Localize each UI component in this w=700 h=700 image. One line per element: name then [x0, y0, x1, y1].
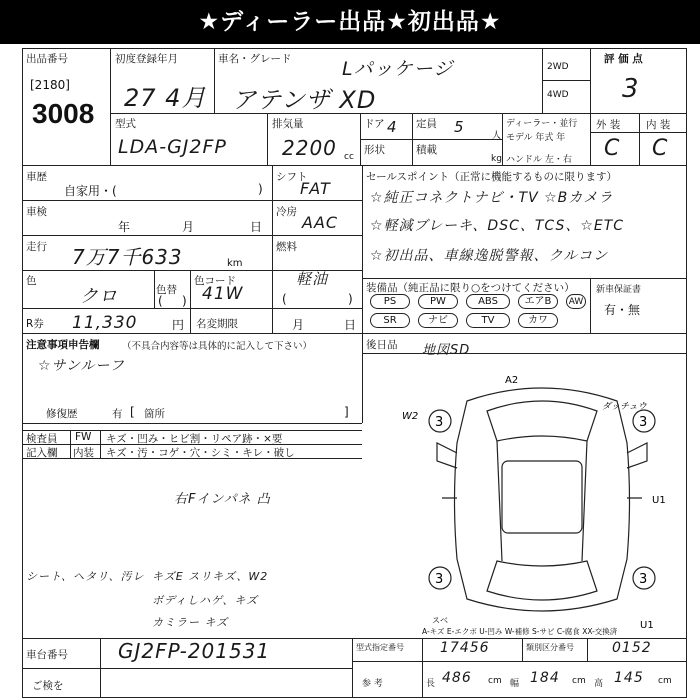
category-label: 類別区分番号 — [526, 643, 574, 652]
damage-mark: W2 — [402, 411, 419, 422]
remark-line: キズE スリキズ、W2 — [152, 570, 269, 583]
divider — [362, 353, 687, 354]
interior-grade: C — [652, 136, 669, 161]
fuel-value: 軽油 — [296, 270, 329, 288]
dealer-label: ディーラー・並行 — [506, 119, 578, 129]
divider — [590, 48, 591, 165]
color-change-close: ) — [182, 294, 187, 308]
divider — [22, 333, 687, 334]
notes-subtitle: （不具合内容等は具体的に記入して下さい） — [122, 341, 313, 352]
type-label: 型式指定番号 — [356, 643, 404, 652]
equipment-item: PS — [370, 294, 410, 309]
length-label: 長 — [426, 679, 436, 689]
doors-value: 4 — [387, 118, 398, 136]
left-mirror-outline — [437, 443, 457, 468]
divider — [100, 430, 101, 458]
damage-mark: 3 — [435, 572, 444, 587]
category-value: 0152 — [612, 640, 652, 656]
notes-title: 注意事項申告欄 — [26, 339, 100, 351]
equipment-item: AW — [566, 294, 586, 309]
sales-points-title: セールスポイント（正常に機能するものに限ります） — [366, 171, 618, 183]
inspection-day: 日 — [250, 220, 263, 234]
equipment-item: TV — [466, 313, 510, 328]
exterior-tag: FW — [75, 431, 92, 443]
usage-close: ) — [258, 182, 263, 196]
registration-month: 月 — [292, 318, 305, 332]
handle-label: ハンドル 左・右 — [506, 155, 572, 165]
recycle-value: 11,330 — [72, 313, 138, 333]
divider — [362, 165, 363, 333]
registration-day: 日 — [344, 318, 357, 332]
chassis-label: 車台番号 — [26, 649, 68, 661]
interior-label: 内 装 — [646, 119, 671, 131]
new-manual-value: 有・無 — [604, 303, 641, 317]
shift-label: シフト — [276, 171, 308, 183]
divider — [362, 278, 687, 279]
divider — [360, 139, 502, 140]
width-value: 184 — [530, 670, 560, 686]
divider — [154, 270, 155, 308]
remark-line: ボディしハゲ、キズ — [152, 594, 259, 607]
model-year-label: モデル 年式 年 — [506, 133, 566, 143]
remark-line: カミラー キズ — [152, 616, 229, 629]
chassis-value: GJ2FP-201531 — [118, 639, 271, 663]
damage-mark: U1 — [652, 495, 666, 506]
notes-entry: ☆サンルーフ — [38, 358, 125, 374]
capacity-unit: 人 — [492, 131, 502, 141]
inspection-year: 年 — [118, 220, 131, 234]
divider — [214, 48, 215, 113]
shape-label: 形状 — [364, 144, 385, 156]
exterior-codes: キズ・凹み・ヒビ割・リペア跡・×要 — [106, 433, 283, 445]
damage-mark: スベ — [432, 616, 448, 625]
first-reg-value: 27 4月 — [124, 84, 207, 112]
usage-label: 車歴 — [26, 171, 47, 183]
equipment-item: エアB — [518, 294, 558, 309]
grade-value: Lパッケージ — [342, 58, 454, 80]
score-value: 3 — [622, 74, 640, 104]
cc-unit: cc — [344, 152, 354, 162]
divider — [587, 638, 588, 661]
ref-label: 参 考 — [362, 679, 383, 689]
damage-mark: 3 — [639, 572, 648, 587]
divider — [110, 48, 111, 165]
divider — [502, 113, 503, 165]
remark-line: 右Fインパネ 凸 — [174, 492, 271, 507]
divider — [352, 661, 687, 662]
length-unit: cm — [488, 676, 502, 686]
model-code-label: 型式 — [115, 118, 136, 130]
color-code-close: ) — [348, 292, 353, 306]
sunroof-outline — [502, 461, 582, 533]
car-diagram — [402, 373, 682, 628]
repair-bracket-open: [ — [130, 405, 135, 419]
mileage-unit: km — [227, 258, 243, 269]
color-change-label: 色替 — [156, 284, 177, 296]
lot-number: 3008 — [32, 98, 95, 129]
repair-value: 有 — [112, 408, 123, 420]
drive-2wd: 2WD — [547, 62, 569, 72]
equipment-item: SR — [370, 313, 410, 328]
height-value: 145 — [614, 670, 644, 686]
exterior-label: 外 装 — [596, 119, 621, 131]
length-value: 486 — [442, 670, 472, 686]
first-reg-label: 初度登録年月 — [115, 53, 178, 65]
diagram-legend: A-キズ E-エクボ U-凹み W-補修 S-サビ C-腐食 XX-交換済 — [422, 627, 618, 636]
equipment-item: カワ — [518, 313, 558, 328]
divider — [422, 638, 423, 698]
recycle-unit: 円 — [172, 318, 185, 332]
divider — [70, 430, 71, 458]
auction-label: ご検を — [32, 680, 64, 692]
banner-title: ★ディーラー出品★初出品★ — [0, 0, 700, 44]
divider — [352, 638, 353, 698]
auction-sheet — [22, 48, 687, 698]
after-parts-label: 後日品 — [366, 339, 398, 351]
damage-mark: A2 — [505, 375, 519, 386]
score-label: 評 価 点 — [604, 53, 643, 65]
capacity-value: 5 — [454, 118, 465, 136]
ac-value: AAC — [302, 213, 339, 232]
damage-mark: ダッチュウ — [602, 402, 647, 412]
roof-outline — [497, 441, 587, 561]
divider — [590, 278, 591, 333]
damage-mark: U1 — [640, 620, 654, 628]
divider — [22, 165, 687, 166]
sales-point-line: ☆初出品、車線逸脱警報、クルコン — [370, 248, 609, 264]
repair-location: 箇所 — [144, 408, 165, 420]
rear-window-outline — [487, 561, 597, 600]
divider — [190, 270, 191, 333]
color-code-value: 41W — [202, 284, 244, 304]
right-mirror-outline — [627, 443, 647, 468]
interior-tag: 内装 — [73, 447, 94, 459]
new-manual-label: 新車保証書 — [596, 285, 642, 295]
sales-point-line: ☆軽減ブレーキ、DSC、TCS、☆ETC — [370, 218, 625, 234]
registration-label: 名変期限 — [196, 318, 238, 330]
drive-4wd: 4WD — [547, 90, 569, 100]
windshield-outline — [487, 401, 597, 441]
color-label: 色 — [26, 275, 37, 287]
lot-bracket: [2180] — [30, 78, 70, 92]
height-label: 高 — [594, 679, 604, 689]
width-label: 幅 — [510, 679, 520, 689]
repair-bracket-close: ] — [344, 405, 349, 419]
inspector-label: 検査員 — [26, 433, 58, 445]
inspection-month: 月 — [182, 220, 195, 234]
color-value: クロ — [80, 286, 118, 307]
repair-label: 修復歴 — [46, 408, 78, 420]
color-code-label: 色コード — [194, 275, 236, 287]
recycle-label: R券 — [26, 318, 44, 330]
usage-value: 自家用・( — [64, 184, 117, 198]
divider — [22, 308, 362, 309]
divider — [522, 638, 523, 661]
interior-codes: キズ・汚・コゲ・穴・シミ・キレ・破し — [106, 447, 295, 459]
divider — [362, 333, 363, 423]
equipment-item: ABS — [466, 294, 510, 309]
mileage-value: 7万7千633 — [72, 245, 183, 269]
displacement-value: 2200 — [282, 136, 337, 160]
ac-label: 冷房 — [276, 206, 297, 218]
damage-mark: 3 — [435, 415, 444, 430]
damage-mark: 3 — [639, 415, 648, 430]
capacity-label: 定員 — [416, 118, 437, 130]
divider — [22, 235, 362, 236]
divider — [22, 423, 362, 424]
color-change-open: ( — [158, 294, 163, 308]
kg-unit: kg — [491, 154, 502, 164]
height-unit: cm — [658, 676, 672, 686]
fuel-label: 燃料 — [276, 241, 297, 253]
model-grade-label: 車名・グレード — [218, 53, 292, 65]
remark-line: シート、ヘタリ、汚レ — [26, 570, 145, 583]
divider — [22, 200, 362, 201]
divider — [639, 113, 640, 165]
after-parts-value: 地図SD — [422, 343, 471, 358]
equipment-item: PW — [418, 294, 458, 309]
divider — [22, 668, 352, 669]
exterior-grade: C — [604, 136, 621, 161]
mileage-label: 走行 — [26, 241, 47, 253]
inspection-label: 車検 — [26, 206, 47, 218]
displacement-label: 排気量 — [272, 118, 304, 130]
color-code-open: ( — [282, 292, 287, 306]
equipment-title: 装備品（純正品に限り○をつけてください） — [366, 282, 575, 294]
width-unit: cm — [572, 676, 586, 686]
model-value: アテンザ XD — [232, 86, 377, 114]
shift-value: FAT — [300, 179, 331, 198]
divider — [542, 80, 590, 81]
sales-point-line: ☆純正コネクトナビ・TV ☆Bカメラ — [370, 190, 614, 206]
lot-label: 出品番号 — [26, 53, 68, 65]
doors-label: ドア — [364, 118, 385, 130]
type-value: 17456 — [440, 640, 490, 656]
equipment-item: ナビ — [418, 313, 458, 328]
divider — [267, 113, 268, 165]
car-body-outline — [455, 388, 630, 611]
load-label: 積載 — [416, 144, 437, 156]
model-code-value: LDA-GJ2FP — [118, 136, 227, 158]
writer-label: 記入欄 — [26, 447, 58, 459]
